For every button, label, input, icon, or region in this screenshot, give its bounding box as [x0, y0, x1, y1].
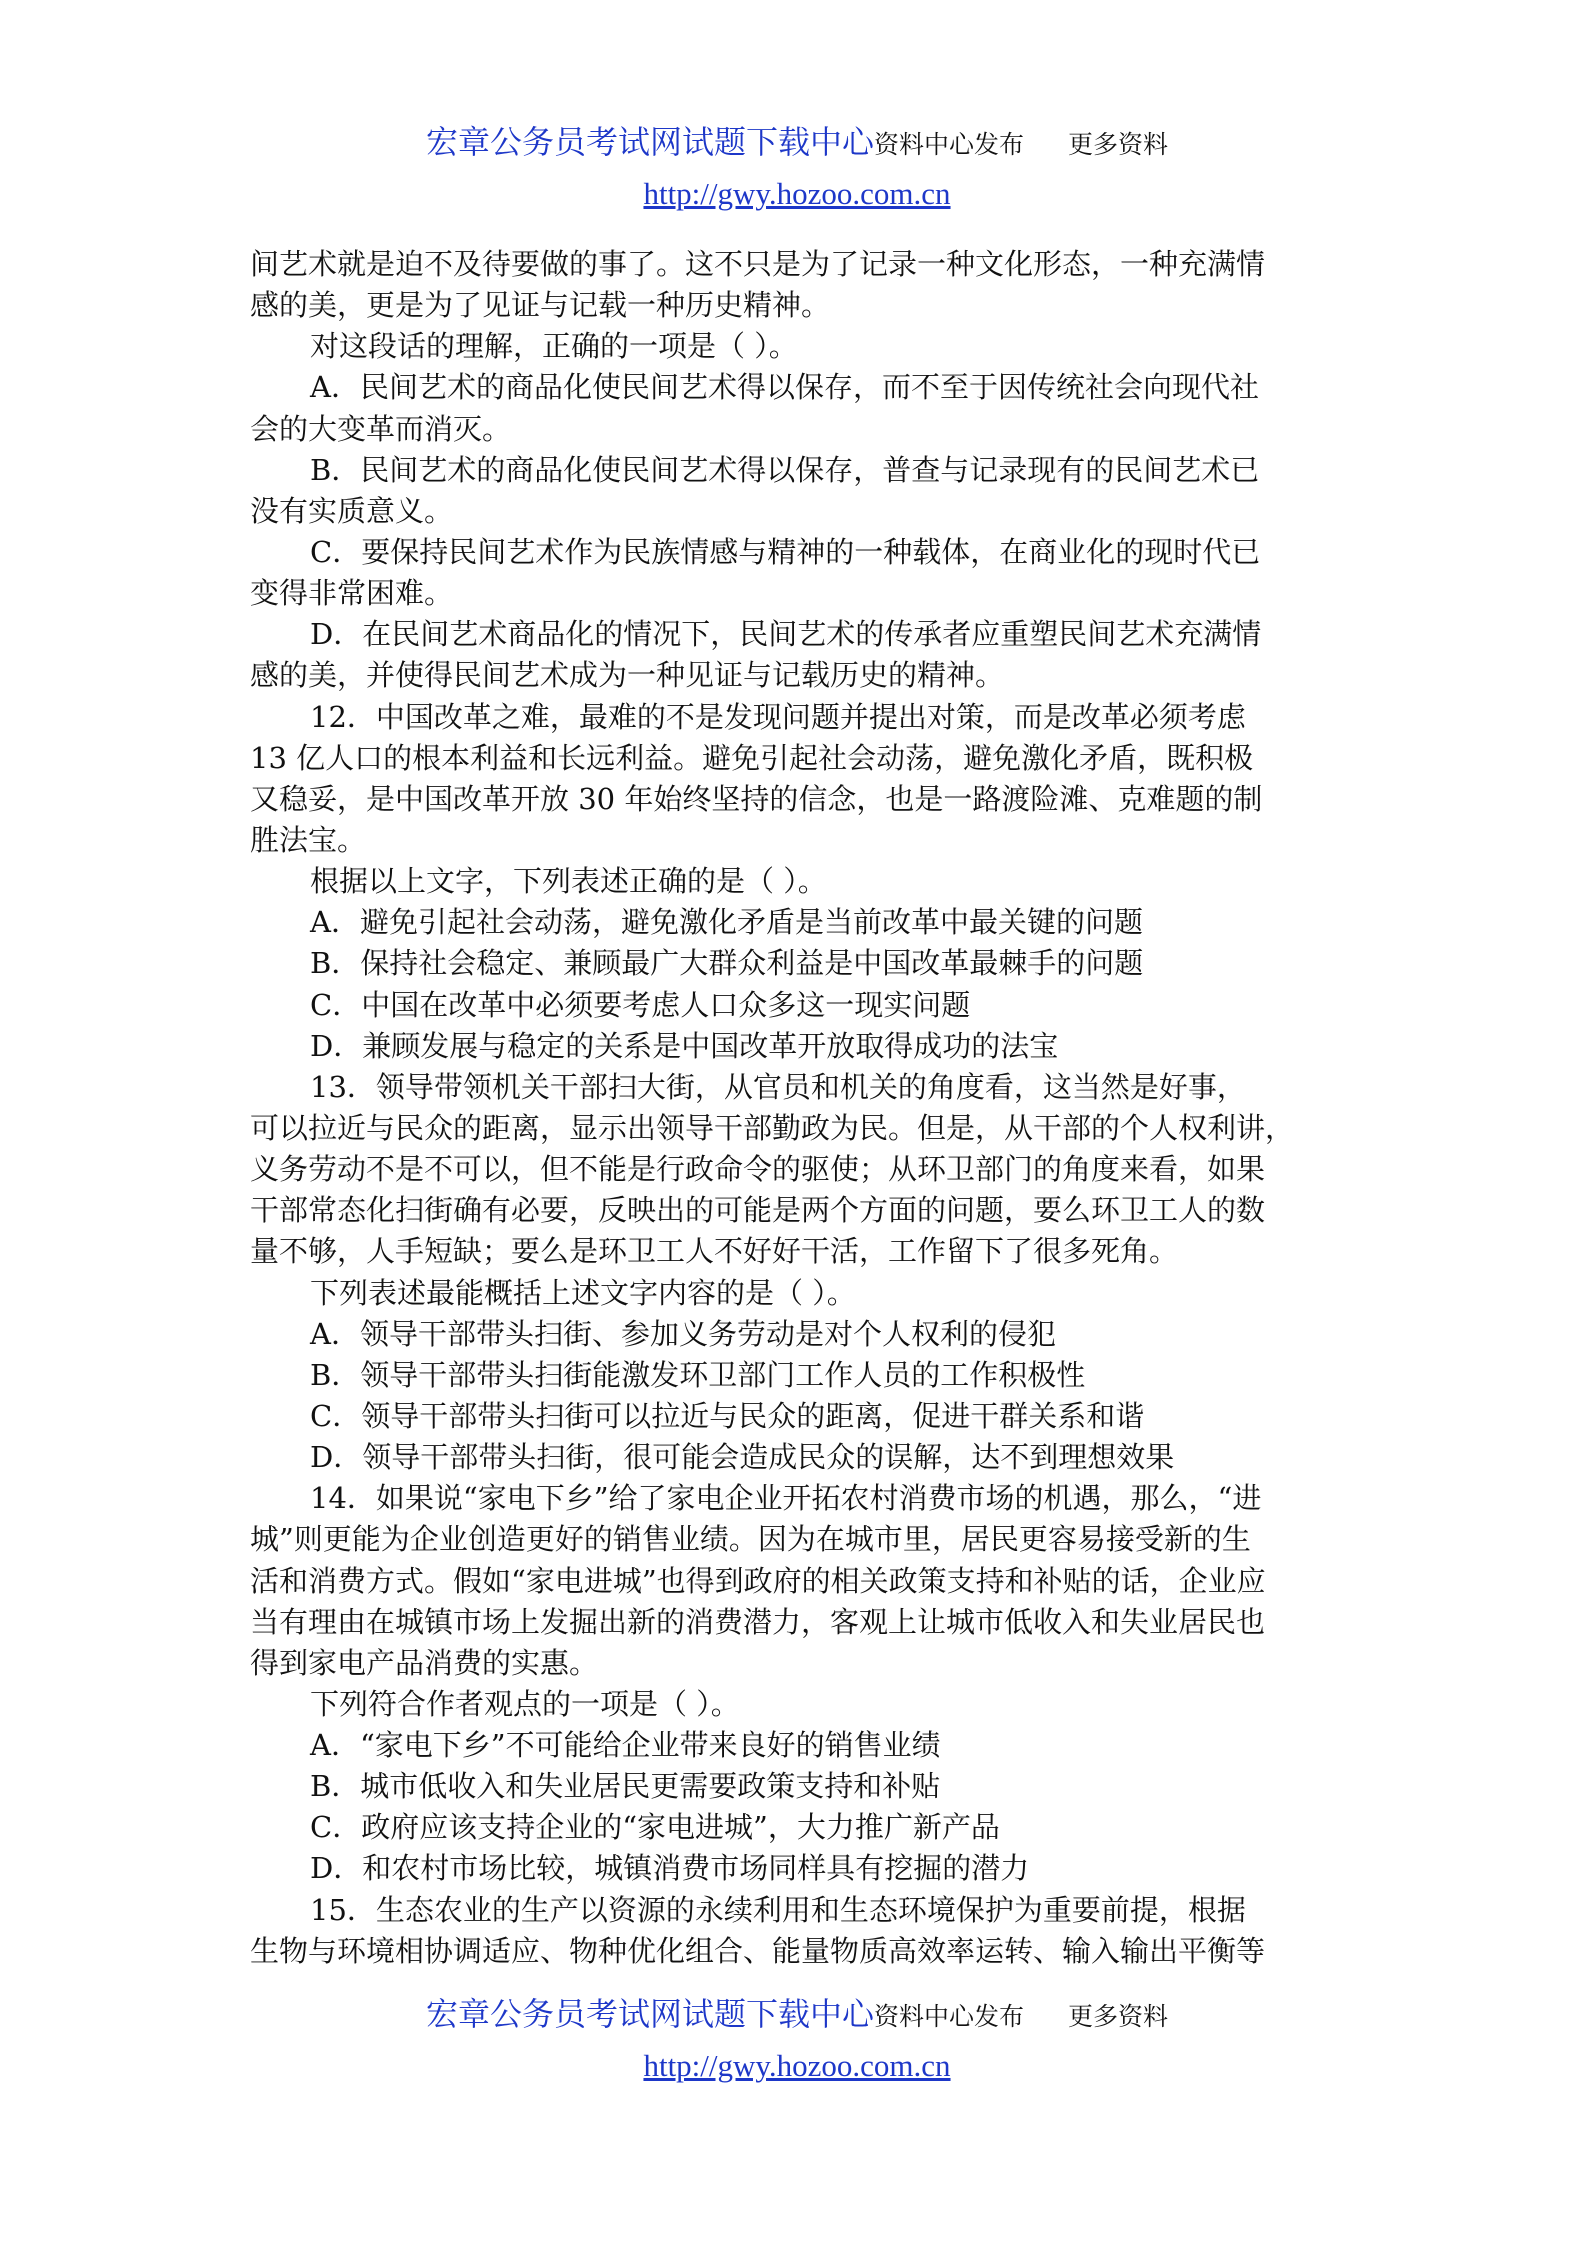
header-banner-line: [0, 120, 1594, 170]
text-line: 又稳妥，是中国改革开放 30 年始终坚持的信念，也是一路渡险滩、克难题的制: [250, 781, 1263, 816]
text-line: B．保持社会稳定、兼顾最广大群众利益是中国改革最棘手的问题: [310, 946, 1144, 981]
text-line: 城”则更能为企业创造更好的销售业绩。因为在城市里，居民更容易接受新的生: [250, 1522, 1251, 1557]
text-line: C．领导干部带头扫街可以拉近与民众的距离，促进干群关系和谐: [310, 1398, 1145, 1433]
footer-url-link[interactable]: http://gwy.hozoo.com.cn: [643, 2048, 951, 2083]
text-line: 间艺术就是迫不及待要做的事了。这不只是为了记录一种文化形态，一种充满情: [250, 247, 1266, 281]
text-line: 量不够，人手短缺；要么是环卫工人不好好干活，工作留下了很多死角。: [250, 1234, 1179, 1269]
text-line: 胜法宝。: [250, 822, 367, 857]
text-line: A．“家电下乡”不可能给企业带来良好的销售业绩: [310, 1728, 941, 1763]
text-line: A．民间艺术的商品化使民间艺术得以保存，而不至于因传统社会向现代社: [310, 370, 1259, 405]
footer-banner-line: [0, 1992, 1594, 2042]
text-line: 义务劳动不是不可以，但不能是行政命令的驱使；从环卫部门的角度来看，如果: [250, 1152, 1266, 1187]
text-line: 可以拉近与民众的距离，显示出领导干部勤政为民。但是，从干部的个人权利讲，: [250, 1110, 1295, 1145]
text-line: 12．中国改革之难，最难的不是发现问题并提出对策，而是改革必须考虑: [310, 699, 1246, 734]
text-line: 感的美，并使得民间艺术成为一种见证与记载历史的精神。: [250, 658, 1005, 693]
text-line: 感的美，更是为了见证与记载一种历史精神。: [250, 288, 831, 323]
text-line: 13．领导带领机关干部扫大街，从官员和机关的角度看，这当然是好事，: [310, 1069, 1246, 1104]
text-line: 干部常态化扫街确有必要，反映出的可能是两个方面的问题，要么环卫工人的数: [250, 1193, 1266, 1228]
text-line: D．和农村市场比较，城镇消费市场同样具有挖掘的潜力: [310, 1851, 1030, 1886]
text-line: B．民间艺术的商品化使民间艺术得以保存，普查与记录现有的民间艺术已: [310, 452, 1260, 487]
text-line: 会的大变革而消灭。: [250, 411, 512, 446]
text-line: 活和消费方式。假如“家电进城”也得到政府的相关政策支持和补贴的话，企业应: [250, 1563, 1266, 1598]
text-line: 13 亿人口的根本利益和长远利益。避免引起社会动荡，避免激化矛盾，既积极: [250, 740, 1254, 775]
footer-tagline: 资料中心发布: [873, 2002, 1024, 2031]
text-line: 对这段话的理解，正确的一项是（ ）。: [310, 329, 798, 364]
text-line: 当有理由在城镇市场上发掘出新的消费潜力，客观上让城市低收入和失业居民也: [250, 1604, 1266, 1639]
text-line: 根据以上文字，下列表述正确的是（ ）。: [310, 864, 827, 899]
text-line: D．领导干部带头扫街，很可能会造成民众的误解，达不到理想效果: [310, 1440, 1175, 1475]
text-line: D．在民间艺术商品化的情况下，民间艺术的传承者应重塑民间艺术充满情: [310, 617, 1262, 652]
text-line: 15．生态农业的生产以资源的永续利用和生态环境保护为重要前提，根据: [310, 1892, 1246, 1927]
text-line: D．兼顾发展与稳定的关系是中国改革开放取得成功的法宝: [310, 1028, 1059, 1063]
page-footer: [0, 1992, 1594, 2088]
text-line: C．要保持民间艺术作为民族情感与精神的一种载体，在商业化的现时代已: [310, 534, 1261, 569]
header-tagline: 资料中心发布: [873, 130, 1024, 159]
text-line: A．避免引起社会动荡，避免激化矛盾是当前改革中最关键的问题: [310, 905, 1143, 940]
text-line: B．领导干部带头扫街能激发环卫部门工作人员的工作积极性: [310, 1357, 1086, 1392]
text-line: C．中国在改革中必须要考虑人口众多这一现实问题: [310, 987, 971, 1022]
text-line: 生物与环境相协调适应、物种优化组合、能量物质高效率运转、输入输出平衡等: [250, 1933, 1266, 1968]
document-body: [250, 244, 1360, 1972]
page-header: [0, 120, 1594, 216]
text-line: C．政府应该支持企业的“家电进城”，大力推广新产品: [310, 1810, 1000, 1845]
header-url-link[interactable]: http://gwy.hozoo.com.cn: [643, 176, 951, 211]
text-line: 下列符合作者观点的一项是（ ）。: [310, 1686, 740, 1721]
text-line: 14．如果说“家电下乡”给了家电企业开拓农村消费市场的机遇，那么，“进: [310, 1481, 1262, 1516]
text-line: 变得非常困难。: [250, 576, 454, 611]
text-line: 下列表述最能概括上述文字内容的是（ ）。: [310, 1275, 856, 1310]
footer-site-title: 宏章公务员考试网试题下载中心: [425, 1995, 874, 2033]
footer-more-link[interactable]: 更多资料: [1068, 2002, 1169, 2031]
text-line: B．城市低收入和失业居民更需要政策支持和补贴: [310, 1769, 941, 1804]
text-line: 没有实质意义。: [250, 493, 454, 528]
header-more-link[interactable]: 更多资料: [1068, 130, 1169, 159]
text-line: 得到家电产品消费的实惠。: [250, 1645, 599, 1680]
header-site-title: 宏章公务员考试网试题下载中心: [425, 123, 874, 161]
text-line: A．领导干部带头扫街、参加义务劳动是对个人权利的侵犯: [310, 1316, 1056, 1351]
